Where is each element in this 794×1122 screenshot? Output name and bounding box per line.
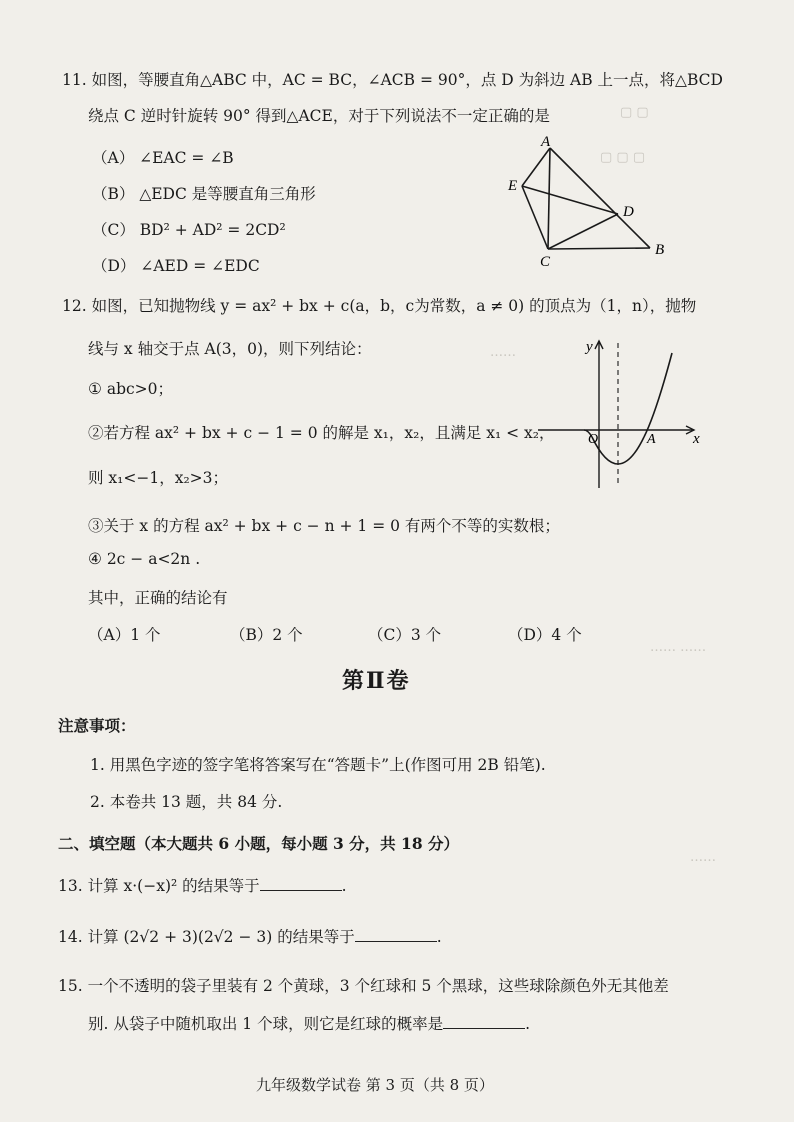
q12-option-a: （A）1 个 xyxy=(88,626,161,644)
section-ii-title: 第Ⅱ卷 xyxy=(342,668,411,694)
part2-title: 二、填空题（本大题共 6 小题，每小题 3 分，共 18 分） xyxy=(58,834,460,853)
q14-line xyxy=(58,925,442,947)
q12-label-y: y xyxy=(586,339,593,355)
q15-period: . xyxy=(525,1015,531,1033)
q11-stem-line1: 11. 如图，等腰直角△ABC 中，AC = BC，∠ACB = 90°，点 D 为斜边 AB 上一点，将△BCD xyxy=(62,71,723,89)
q11-label-b: B xyxy=(655,242,665,258)
page-footer: 九年级数学试卷 第 3 页（共 8 页） xyxy=(256,1076,494,1094)
q12-label-o: O xyxy=(588,432,599,447)
note-2: 2. 本卷共 13 题，共 84 分. xyxy=(90,793,283,811)
q11-stem-line2: 绕点 C 逆时针旋转 90° 得到△ACE，对于下列说法不一定正确的是 xyxy=(88,107,550,125)
q12-item-3: ③关于 x 的方程 ax² + bx + c − n + 1 = 0 有两个不等的实数根； xyxy=(88,517,560,535)
q12-parabola-figure xyxy=(536,333,706,493)
q14-text: 14. 计算 (2√2 + 3)(2√2 − 3) 的结果等于 xyxy=(58,928,355,946)
q12-stem-line1: 12. 如图，已知抛物线 y = ax² + bx + c(a，b，c为常数，a ≠ 0) 的顶点为（1，n），抛物 xyxy=(62,297,697,315)
q13-answer-blank[interactable] xyxy=(260,876,342,891)
q12-label-a: A xyxy=(647,432,656,447)
q11-label-a: A xyxy=(541,134,551,150)
q12-item-1: ① abc>0； xyxy=(88,380,174,398)
q11-option-c: （C） BD² + AD² = 2CD² xyxy=(92,221,286,239)
q12-item-2b: 则 x₁<−1，x₂>3； xyxy=(88,469,229,487)
q13-period: . xyxy=(341,877,347,895)
q15-text: 别. 从袋子中随机取出 1 个球，则它是红球的概率是 xyxy=(88,1015,444,1033)
q11-label-e: E xyxy=(508,178,518,194)
q12-option-c: （C）3 个 xyxy=(368,626,442,644)
q12-option-b: （B）2 个 xyxy=(230,626,303,644)
q11-label-c: C xyxy=(540,254,551,270)
q11-label-d: D xyxy=(623,204,634,220)
q15-answer-blank[interactable] xyxy=(443,1014,525,1029)
q15-line1: 15. 一个不透明的袋子里装有 2 个黄球，3 个红球和 5 个黑球，这些球除颜色外无其他差 xyxy=(58,977,669,995)
q12-stem-line2: 线与 x 轴交于点 A(3，0)，则下列结论： xyxy=(88,340,372,358)
q13-text: 13. 计算 x·(−x)² 的结果等于 xyxy=(58,877,260,895)
notes-title: 注意事项： xyxy=(58,716,136,735)
q12-conclusion: 其中，正确的结论有 xyxy=(88,589,228,607)
q12-item-4: ④ 2c − a<2n . xyxy=(88,550,201,568)
q15-line2 xyxy=(88,1012,530,1034)
q14-answer-blank[interactable] xyxy=(355,927,437,942)
note-1: 1. 用黑色字迹的签字笔将答案写在“答题卡”上(作图可用 2B 铅笔). xyxy=(90,756,546,774)
q12-label-x: x xyxy=(693,431,700,447)
q11-option-a: （A） ∠EAC = ∠B xyxy=(92,149,234,167)
q11-option-b: （B） △EDC 是等腰直角三角形 xyxy=(92,185,316,203)
q12-option-d: （D）4 个 xyxy=(508,626,582,644)
q13-line xyxy=(58,874,347,896)
q11-option-d: （D） ∠AED = ∠EDC xyxy=(92,257,260,275)
q11-triangle-figure xyxy=(500,132,680,272)
q12-item-2: ②若方程 ax² + bx + c − 1 = 0 的解是 x₁，x₂，且满足 x₁ < x₂， xyxy=(88,424,555,442)
q14-period: . xyxy=(436,928,442,946)
